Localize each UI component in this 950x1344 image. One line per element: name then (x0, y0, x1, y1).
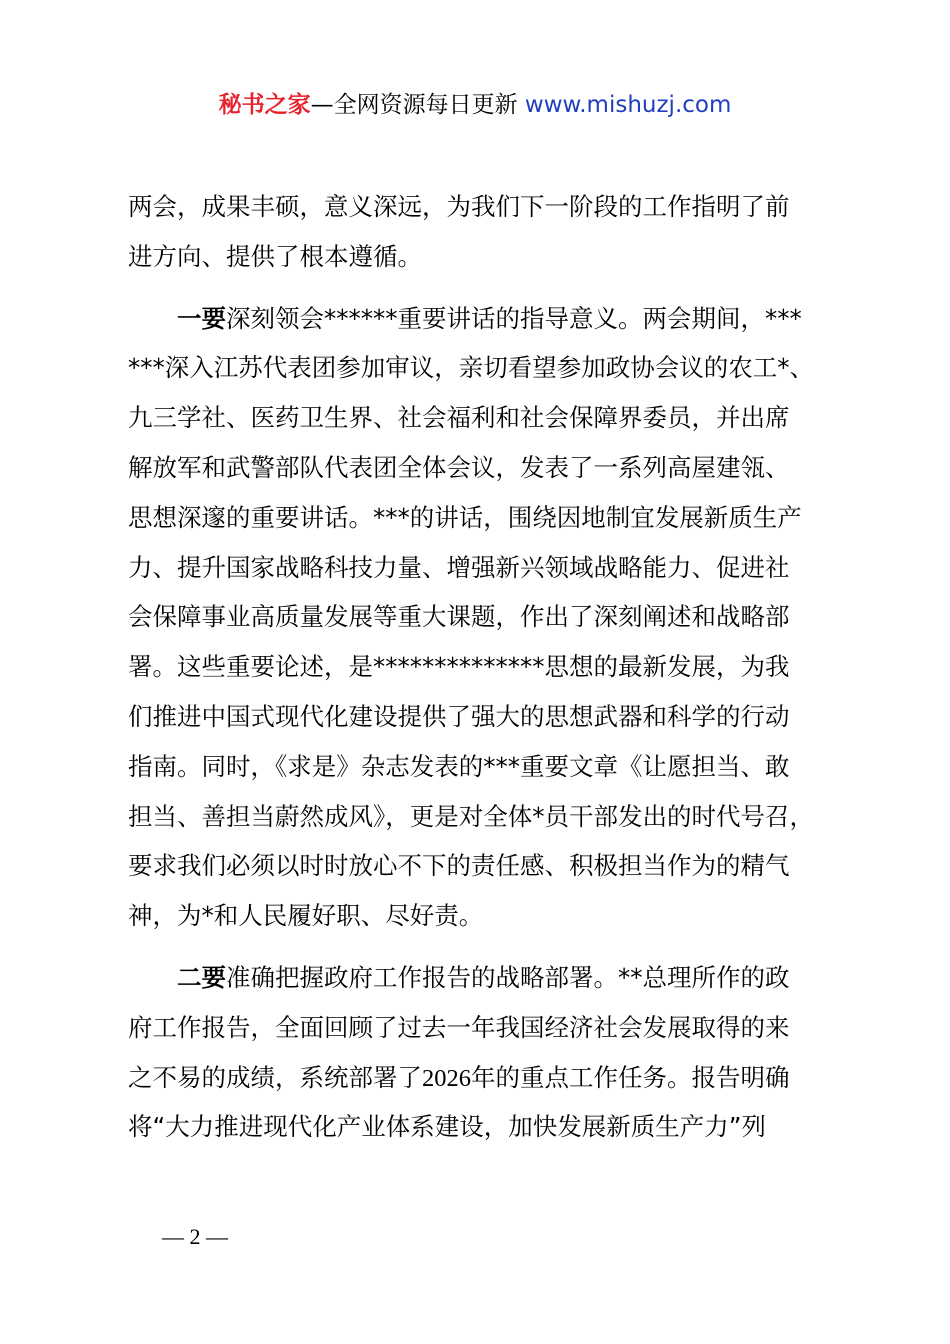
section1-line: 署。这些重要论述，是**************思想的最新发展，为我 (128, 652, 790, 682)
section1-line: 们推进中国式现代化建设提供了强大的思想武器和科学的行动 (128, 701, 790, 731)
section1-line: 思想深邃的重要讲话。***的讲话，围绕因地制宜发展新质生产 (128, 502, 802, 532)
document-body (128, 182, 840, 1152)
section2-first-line-text: 准确把握政府工作报告的战略部署。**总理所作的政 (226, 962, 790, 992)
intro-line-1: 两会，成果丰硕，意义深远，为我们下一阶段的工作指明了前 (128, 192, 790, 221)
section2-line3-post: 年的重点工作任务。报告明确 (471, 1062, 790, 1092)
section1-line: 九三学社、医药卫生界、社会福利和社会保障界委员，并出席 (128, 403, 790, 433)
section1-first-line-text: 深刻领会******重要讲话的指导意义。两会期间，*** (226, 303, 802, 333)
header-tagline: —全网资源每日更新 (310, 92, 525, 118)
section1-line: ***深入江苏代表团参加审议，亲切看望参加政协会议的农工*、 (128, 353, 814, 383)
section1-line: 力、提升国家战略科技力量、增强新兴领域战略能力、促进社 (128, 552, 790, 582)
section2-line: 将“大力推进现代化产业体系建设，加快发展新质生产力”列 (128, 1112, 766, 1142)
section2-first-line (128, 953, 840, 1003)
section1-first-line (128, 294, 840, 344)
section1-line: 解放军和武警部队代表团全体会议，发表了一系列高屋建瓴、 (128, 452, 790, 482)
section1-line: 指南。同时，《求是》杂志发表的***重要文章《让愿担当、敢 (128, 751, 790, 781)
header-url-link[interactable]: www.mishuzj.com (524, 92, 732, 118)
section2-lead: 二要 (177, 962, 226, 992)
section1-line: 神，为*和人民履好职、尽好责。 (128, 901, 484, 931)
intro-line-2: 进方向、提供了根本遵循。 (128, 241, 422, 271)
section2-line3-pre: 之不易的成绩，系统部署了 (128, 1062, 422, 1092)
year-number: 2026 (422, 1064, 471, 1092)
section1-line: 要求我们必须以时时放心不下的责任感、积极担当作为的精气 (128, 851, 790, 881)
site-header (0, 88, 950, 122)
section2-line-3 (128, 1053, 840, 1103)
section1-line: 会保障事业高质量发展等重大课题，作出了深刻阐述和战略部 (128, 602, 790, 632)
brand-name: 秘书之家 (218, 92, 311, 118)
section1-lead: 一要 (177, 303, 226, 333)
section2-line: 府工作报告，全面回顾了过去一年我国经济社会发展取得的来 (128, 1012, 790, 1042)
section1-line: 担当、善担当蔚然成风》，更是对全体*员干部发出的时代号召， (128, 801, 814, 831)
page-number: — 2 — (162, 1224, 228, 1249)
